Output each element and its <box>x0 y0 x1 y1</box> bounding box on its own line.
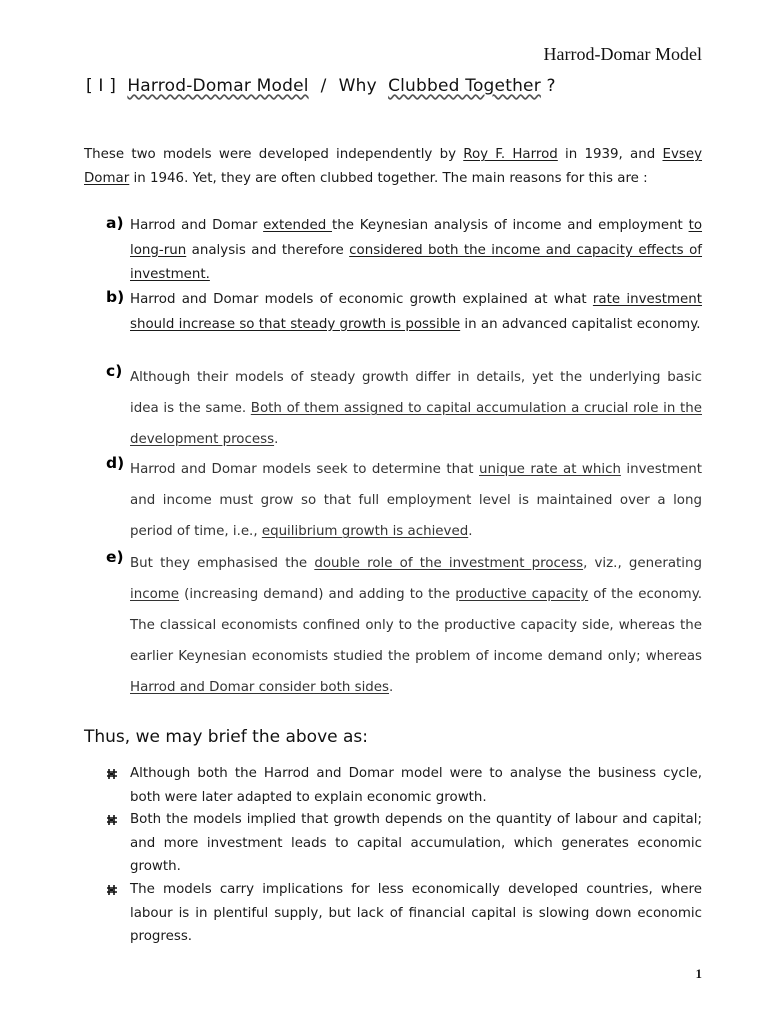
title-part-why: Why <box>338 76 377 96</box>
reason-label: e) <box>106 548 124 566</box>
title-separator: / <box>320 76 327 96</box>
reason-text: Harrod and Domar models of economic growth explained at what rate investment should increase so that steady growth is possible in an advanced capitalist economy. <box>130 292 702 332</box>
reason-label: d) <box>106 454 125 472</box>
reason-e <box>106 548 702 703</box>
reason-d <box>106 454 702 547</box>
intro-paragraph: These two models were developed independently by Roy F. Harrod in 1939, and Evsey Domar in 1946. Yet, they are often clubbed together. The main reasons for this are : <box>84 147 703 186</box>
summary-bullet <box>106 808 702 879</box>
reason-label: b) <box>106 288 125 306</box>
domar-name: Evsey Domar <box>84 147 703 186</box>
section-number: [ I ] <box>86 76 117 96</box>
title-question-mark: ? <box>546 76 556 96</box>
summary-bullet <box>106 762 702 809</box>
hash-star-bullet-icon <box>106 762 130 809</box>
bullet-text: Although both the Harrod and Domar model were to analyse the business cycle, both were later adapted to explain economic growth. <box>130 766 702 805</box>
section-title <box>86 76 708 96</box>
reason-text: But they emphasised the double role of the investment process, viz., generating income (increasing demand) and adding to the productive capacity of the economy. The classical economists confined only to the productive capacity side, whereas the earlier Keynesian economists studied the problem of income demand only; whereas Harrod and Domar consider both sides. <box>130 556 702 695</box>
summary-heading: Thus, we may brief the above as: <box>84 727 368 747</box>
page-number: 1 <box>695 966 702 981</box>
running-header: Harrod-Domar Model <box>543 44 702 64</box>
bullet-text: The models carry implications for less economically developed countries, where labour is in plentiful supply, but lack of financial capital is slowing down economic progress. <box>130 882 702 944</box>
hash-star-bullet-icon <box>106 808 130 879</box>
reason-text: Harrod and Domar models seek to determine that unique rate at which investment and income must grow so that full employment level is maintained over a long period of time, i.e., equilibrium growth is achieved. <box>130 462 703 539</box>
reason-c <box>106 362 702 455</box>
reason-b <box>106 288 702 337</box>
bullet-text: Both the models implied that growth depends on the quantity of labour and capital; and more investment leads to capital accumulation, which generates economic growth. <box>130 812 702 874</box>
title-part-model: Harrod-Domar Model <box>127 76 309 96</box>
reason-label: c) <box>106 362 123 380</box>
harrod-name: Roy F. Harrod <box>463 147 558 162</box>
reason-label: a) <box>106 214 124 232</box>
reason-text: Although their models of steady growth differ in details, yet the underlying basic idea is the same. Both of them assigned to capital accumulation a crucial role in the development process. <box>130 370 702 447</box>
reason-text: Harrod and Domar extended the Keynesian analysis of income and employment to long-run analysis and therefore considered both the income and capacity effects of investment. <box>130 218 703 282</box>
reason-a <box>106 214 702 288</box>
hash-star-bullet-icon <box>106 878 130 949</box>
summary-bullet <box>106 878 702 949</box>
title-part-clubbed: Clubbed Together <box>388 76 541 96</box>
